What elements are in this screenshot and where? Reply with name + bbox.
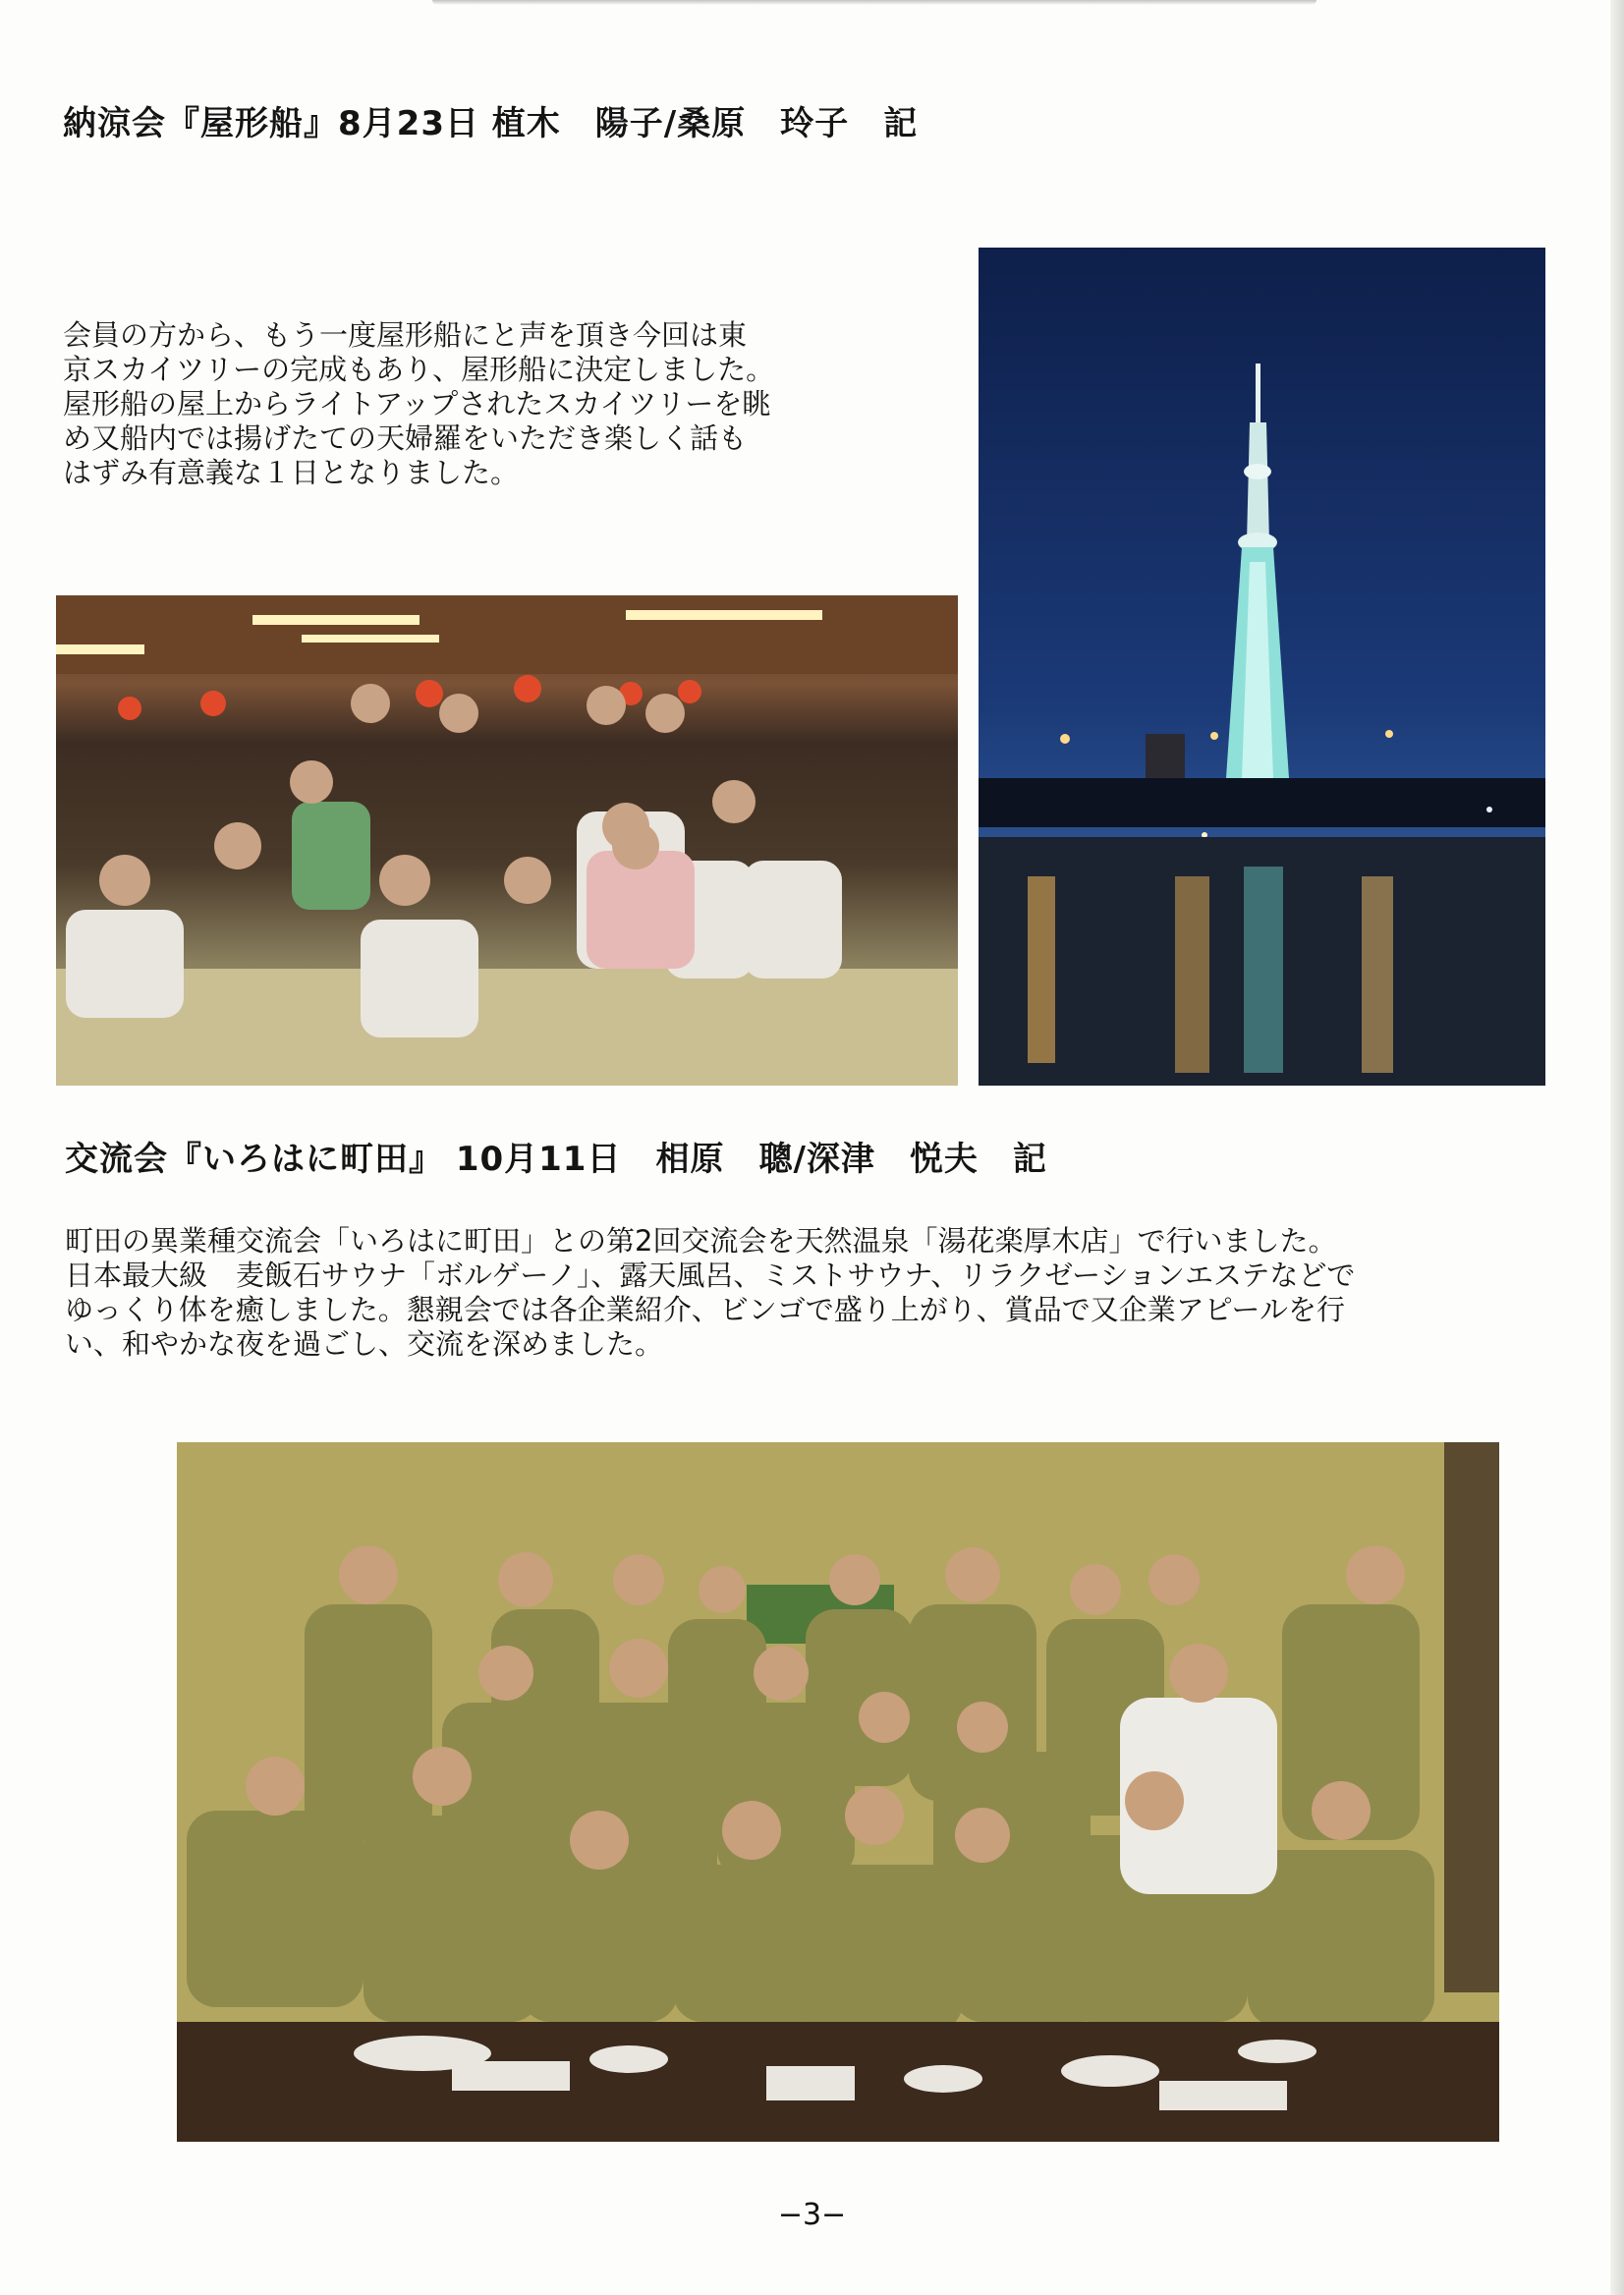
skytree-night-photo	[979, 248, 1545, 1086]
skytree-illustration	[979, 248, 1545, 1086]
section2-line: い、和やかな夜を過ごし、交流を深めました。	[65, 1327, 664, 1361]
section2-line: 日本最大級 麦飯石サウナ「ボルゲーノ」、露天風呂、ミストサウナ、リラクゼーションエステなどで	[65, 1259, 1356, 1292]
page-number: −3−	[777, 2198, 847, 2232]
group-illustration	[177, 1442, 1499, 2142]
section2-line: ゆっくり体を癒しました。懇親会では各企業紹介、ビンゴで盛り上がり、賞品で又企業アピールを行	[65, 1293, 1345, 1326]
section1-line: はずみ有意義な１日となりました。	[63, 456, 520, 489]
yakatabune-group-photo	[56, 595, 958, 1086]
section1-line: 会員の方から、もう一度屋形船にと声を頂き今回は東	[63, 318, 748, 352]
boat-illustration	[56, 595, 958, 1086]
scan-edge-shadow	[432, 0, 1316, 5]
section1-body	[63, 318, 774, 490]
section2-line: 町田の異業種交流会「いろはに町田」との第2回交流会を天然温泉「湯花楽厚木店」で行いました。	[65, 1224, 1337, 1258]
section1-heading: 納涼会『屋形船』8月23日 植木 陽子/桑原 玲子 記	[63, 104, 919, 143]
section1-line: め又船内では揚げたての天婦羅をいただき楽しく話も	[63, 421, 748, 455]
page-right-edge	[1610, 0, 1624, 2295]
onsen-group-photo	[177, 1442, 1499, 2142]
section2-heading: 交流会『いろはに町田』 10月11日 相原 聰/深津 悦夫 記	[65, 1140, 1047, 1179]
section1-line: 屋形船の屋上からライトアップされたスカイツリーを眺	[63, 387, 771, 420]
section1-line: 京スカイツリーの完成もあり、屋形船に決定しました。	[63, 353, 775, 386]
section2-body	[65, 1224, 1355, 1362]
